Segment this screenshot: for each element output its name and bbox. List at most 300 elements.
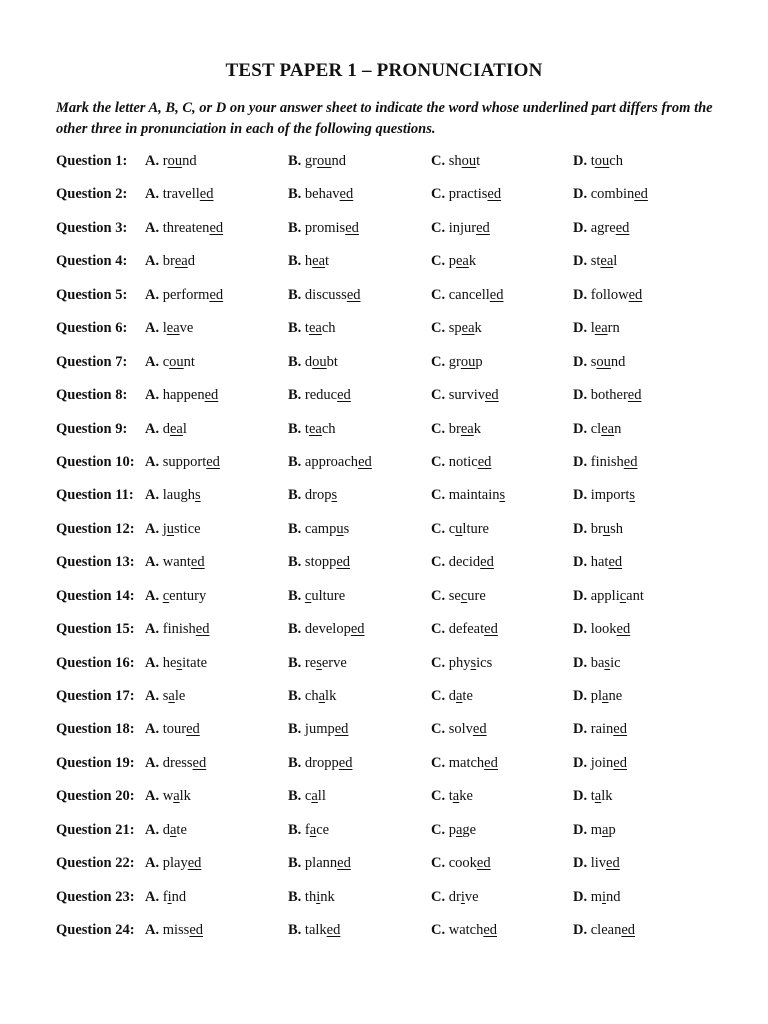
question-label: Question 17:: [56, 688, 135, 704]
question-label: Question 7:: [56, 353, 128, 370]
question-label: Question 20:: [56, 788, 135, 805]
option-c: [431, 887, 479, 907]
option-letter: D.: [573, 353, 588, 370]
word-part: lture: [462, 520, 489, 537]
underlined-part: i: [316, 888, 321, 905]
option-c: [431, 619, 498, 639]
option-letter: D.: [573, 688, 588, 704]
option-b: [288, 218, 359, 238]
option-letter: B.: [288, 621, 302, 638]
option-a: [145, 853, 201, 873]
underlined-part: ed: [192, 754, 207, 771]
underlined-part: ed: [204, 387, 219, 404]
question-row: [56, 318, 736, 351]
word-part: ulture: [311, 587, 346, 604]
question-label: Question 14:: [56, 587, 135, 604]
underlined-part: ed: [350, 621, 365, 638]
word-part: sh: [610, 520, 623, 537]
option-c: [431, 251, 476, 271]
word-part: camp: [304, 520, 337, 537]
option-letter: C.: [431, 420, 446, 437]
underlined-part: ed: [199, 186, 214, 203]
underlined-part: ea: [594, 320, 608, 337]
word-part: l: [590, 320, 595, 337]
word-part: perform: [162, 286, 210, 303]
underlined-part: ed: [484, 621, 498, 638]
underlined-part: ed: [489, 286, 504, 303]
option-letter: D.: [573, 520, 588, 537]
underlined-part: a: [318, 688, 326, 704]
word-part: p: [475, 353, 483, 370]
option-letter: D.: [573, 253, 588, 270]
word-part: c: [448, 520, 456, 537]
option-a: [145, 619, 209, 639]
underlined-part: ea: [308, 320, 322, 337]
option-letter: D.: [573, 788, 588, 805]
underlined-part: ed: [209, 219, 224, 236]
option-letter: C.: [431, 520, 446, 537]
option-letter: D.: [573, 487, 588, 504]
option-letter: C.: [431, 587, 446, 604]
option-a: [145, 653, 207, 673]
word-part: h: [304, 253, 313, 270]
word-part: stice: [174, 520, 201, 537]
underlined-part: a: [602, 821, 609, 838]
word-part: nd: [182, 153, 197, 169]
word-part: stopp: [304, 554, 337, 571]
question-row: [56, 920, 736, 953]
word-part: dropp: [304, 754, 339, 771]
option-a: [145, 887, 186, 907]
word-part: surviv: [448, 387, 485, 404]
option-letter: C.: [431, 721, 446, 738]
option-b: [288, 719, 348, 739]
question-label: Question 23:: [56, 888, 135, 905]
option-letter: A.: [145, 554, 160, 571]
word-part: cancell: [448, 286, 490, 303]
option-letter: C.: [431, 487, 446, 504]
question-row: [56, 285, 736, 318]
option-a: [145, 820, 187, 840]
underlined-part: ed: [187, 855, 202, 872]
option-b: [288, 853, 351, 873]
option-letter: C.: [431, 754, 446, 771]
word-part: le: [174, 688, 186, 704]
question-row: [56, 452, 736, 485]
underlined-part: ed: [338, 754, 353, 771]
option-letter: A.: [145, 253, 160, 270]
option-a: [145, 719, 200, 739]
word-part: plann: [304, 855, 338, 872]
option-letter: D.: [573, 554, 588, 571]
option-c: [431, 920, 497, 940]
option-b: [288, 887, 335, 907]
option-letter: B.: [288, 721, 302, 738]
question-row: [56, 820, 736, 853]
option-letter: A.: [145, 420, 160, 437]
question-row: [56, 218, 736, 251]
option-c: [431, 385, 499, 405]
word-part: ic: [610, 654, 621, 671]
word-part: m: [590, 821, 603, 838]
option-letter: A.: [145, 688, 160, 704]
underlined-part: a: [168, 688, 175, 704]
option-b: [288, 653, 347, 673]
option-letter: B.: [288, 286, 302, 303]
word-part: promis: [304, 219, 346, 236]
option-b: [288, 786, 326, 806]
option-a: [145, 452, 220, 472]
question-row: [56, 352, 736, 385]
underlined-part: ea: [601, 420, 615, 437]
option-b: [288, 686, 336, 706]
option-letter: A.: [145, 153, 160, 169]
question-label: Question 24:: [56, 922, 135, 939]
option-letter: A.: [145, 353, 160, 370]
underlined-part: ed: [615, 219, 630, 236]
word-part: ch: [321, 320, 336, 337]
option-letter: D.: [573, 922, 588, 939]
word-part: d: [187, 253, 195, 270]
word-part: n: [614, 420, 622, 437]
word-part: liv: [590, 855, 607, 872]
option-c: [431, 586, 486, 606]
option-b: [288, 485, 337, 505]
word-part: talk: [304, 922, 327, 939]
underlined-part: c: [460, 587, 468, 604]
word-part: nd: [610, 353, 626, 370]
underlined-part: a: [455, 821, 463, 838]
underlined-part: ea: [460, 420, 474, 437]
underlined-part: ea: [166, 320, 180, 337]
question-row: [56, 753, 736, 786]
option-letter: A.: [145, 754, 160, 771]
word-part: p: [608, 821, 616, 838]
option-letter: A.: [145, 821, 160, 838]
word-part: gr: [448, 353, 461, 370]
option-a: [145, 485, 201, 505]
word-part: nt: [183, 353, 195, 370]
option-b: [288, 452, 372, 472]
word-part: s: [343, 520, 350, 537]
word-part: t: [304, 420, 309, 437]
option-b: [288, 184, 353, 204]
option-d: [573, 452, 637, 472]
option-letter: B.: [288, 855, 302, 872]
question-row: [56, 853, 736, 886]
option-letter: C.: [431, 453, 446, 470]
word-part: drop: [304, 487, 332, 504]
option-letter: A.: [145, 320, 160, 337]
option-letter: B.: [288, 353, 302, 370]
option-a: [145, 552, 205, 572]
word-part: lk: [601, 788, 613, 805]
underlined-part: ou: [596, 353, 611, 370]
option-letter: B.: [288, 487, 302, 504]
underlined-part: c: [304, 587, 312, 604]
underlined-part: ed: [345, 219, 359, 236]
underlined-part: ed: [476, 855, 491, 872]
question-row: [56, 786, 736, 819]
word-part: defeat: [448, 621, 485, 638]
option-d: [573, 352, 625, 372]
word-part: d: [304, 353, 313, 370]
option-a: [145, 352, 195, 372]
option-letter: B.: [288, 688, 302, 704]
option-letter: D.: [573, 453, 588, 470]
word-part: lk: [179, 788, 191, 805]
option-c: [431, 419, 481, 439]
option-letter: C.: [431, 253, 446, 270]
question-row: [56, 385, 736, 418]
option-letter: D.: [573, 186, 588, 203]
option-letter: B.: [288, 888, 302, 905]
word-part: j: [162, 520, 167, 537]
underlined-part: ou: [594, 153, 610, 169]
underlined-part: a: [455, 688, 463, 704]
underlined-part: s: [629, 487, 636, 504]
underlined-part: a: [169, 821, 177, 838]
underlined-part: ed: [616, 621, 631, 638]
option-d: [573, 218, 629, 238]
option-d: [573, 786, 612, 806]
question-label: Question 8:: [56, 387, 128, 404]
word-part: combin: [590, 186, 635, 203]
underlined-part: ed: [186, 721, 200, 738]
word-part: br: [162, 253, 175, 270]
option-letter: D.: [573, 654, 588, 671]
option-letter: A.: [145, 654, 160, 671]
option-d: [573, 285, 642, 305]
option-c: [431, 753, 498, 773]
option-a: [145, 184, 213, 204]
option-c: [431, 218, 490, 238]
underlined-part: ed: [346, 286, 361, 303]
option-b: [288, 318, 336, 338]
word-part: se: [448, 587, 461, 604]
option-letter: C.: [431, 888, 446, 905]
option-letter: A.: [145, 888, 160, 905]
underlined-part: ed: [190, 554, 205, 571]
underlined-part: c: [162, 587, 170, 604]
option-a: [145, 920, 203, 940]
underlined-part: ed: [189, 922, 204, 939]
option-a: [145, 385, 218, 405]
word-part: m: [590, 888, 603, 905]
underlined-part: ed: [358, 453, 372, 470]
word-part: join: [590, 754, 614, 771]
option-a: [145, 586, 206, 606]
underlined-part: ea: [312, 253, 326, 270]
option-letter: A.: [145, 453, 160, 470]
underlined-part: ed: [339, 186, 354, 203]
underlined-part: a: [173, 788, 180, 805]
underlined-part: u: [602, 520, 611, 537]
word-part: maintain: [448, 487, 500, 504]
question-label: Question 15:: [56, 621, 135, 638]
question-label: Question 6:: [56, 320, 128, 337]
option-letter: B.: [288, 387, 302, 404]
underlined-part: ea: [455, 253, 469, 270]
option-letter: A.: [145, 219, 160, 236]
word-part: watch: [448, 922, 484, 939]
option-letter: A.: [145, 721, 160, 738]
question-row: [56, 586, 736, 619]
underlined-part: ea: [174, 253, 188, 270]
option-a: [145, 285, 223, 305]
question-label: Question 18:: [56, 721, 135, 738]
word-part: rain: [590, 721, 614, 738]
option-letter: B.: [288, 453, 302, 470]
option-a: [145, 318, 193, 338]
question-row: [56, 619, 736, 652]
underlined-part: ed: [608, 554, 623, 571]
option-letter: C.: [431, 654, 446, 671]
word-part: finish: [162, 621, 196, 638]
word-part: threaten: [162, 219, 210, 236]
underlined-part: ed: [336, 554, 351, 571]
option-letter: B.: [288, 186, 302, 203]
underlined-part: s: [499, 487, 506, 504]
option-letter: D.: [573, 721, 588, 738]
option-d: [573, 853, 620, 873]
word-part: lk: [325, 688, 337, 704]
word-part: p: [448, 253, 456, 270]
option-b: [288, 285, 361, 305]
option-b: [288, 352, 338, 372]
underlined-part: s: [176, 654, 183, 671]
underlined-part: ou: [167, 153, 183, 169]
page-title: TEST PAPER 1 – PRONUNCIATION: [225, 60, 543, 81]
word-part: k: [473, 420, 481, 437]
word-part: itate: [182, 654, 208, 671]
option-d: [573, 920, 635, 940]
question-row: [56, 552, 736, 585]
option-d: [573, 318, 620, 338]
underlined-part: ed: [472, 721, 487, 738]
word-part: cook: [448, 855, 477, 872]
question-label: Question 5:: [56, 286, 128, 303]
underlined-part: a: [311, 788, 318, 805]
option-c: [431, 485, 505, 505]
option-b: [288, 753, 352, 773]
underlined-part: u: [455, 520, 463, 537]
word-part: discuss: [304, 286, 347, 303]
question-label: Question 1:: [56, 153, 128, 169]
underlined-part: ed: [621, 922, 636, 939]
underlined-part: ed: [613, 754, 627, 771]
word-part: decid: [448, 554, 481, 571]
option-letter: B.: [288, 320, 302, 337]
option-d: [573, 653, 621, 673]
word-part: l: [182, 420, 187, 437]
word-part: travell: [162, 186, 200, 203]
option-letter: B.: [288, 420, 302, 437]
option-letter: B.: [288, 520, 302, 537]
underlined-part: s: [331, 487, 338, 504]
option-letter: A.: [145, 621, 160, 638]
question-label: Question 13:: [56, 554, 135, 571]
option-letter: A.: [145, 286, 160, 303]
word-part: erve: [321, 654, 347, 671]
underlined-part: ed: [613, 721, 627, 738]
word-part: match: [448, 754, 485, 771]
option-letter: D.: [573, 320, 588, 337]
word-part: import: [590, 487, 630, 504]
option-b: [288, 251, 329, 271]
option-letter: A.: [145, 387, 160, 404]
underlined-part: ed: [209, 286, 224, 303]
underlined-part: s: [604, 654, 611, 671]
option-c: [431, 552, 494, 572]
word-part: te: [176, 821, 187, 838]
word-part: f: [162, 888, 168, 905]
option-b: [288, 519, 349, 539]
word-part: appli: [590, 587, 620, 604]
underlined-part: ed: [480, 554, 494, 571]
option-a: [145, 218, 223, 238]
underlined-part: a: [602, 688, 609, 704]
word-part: t: [590, 153, 595, 169]
underlined-part: ou: [461, 153, 477, 169]
underlined-part: i: [167, 888, 172, 905]
word-part: te: [462, 688, 473, 704]
word-part: ant: [626, 587, 644, 604]
option-c: [431, 853, 491, 873]
question-label: Question 2:: [56, 186, 128, 203]
option-b: [288, 385, 351, 405]
word-part: br: [448, 420, 461, 437]
word-part: bt: [326, 353, 338, 370]
underlined-part: a: [594, 788, 602, 805]
word-part: nd: [331, 153, 347, 169]
underlined-part: ea: [169, 420, 183, 437]
word-part: ll: [317, 788, 326, 805]
underlined-part: ed: [337, 855, 351, 872]
word-part: happen: [162, 387, 205, 404]
option-d: [573, 686, 622, 706]
underlined-part: u: [336, 520, 344, 537]
instructions-text: Mark the letter A, B, C, or D on your answer sheet to indicate the word whose underlined part differs from the other three in pronunciation in each of the following questions.: [56, 100, 713, 137]
option-letter: C.: [431, 320, 446, 337]
option-letter: C.: [431, 788, 446, 805]
question-label: Question 16:: [56, 654, 135, 671]
underlined-part: ou: [317, 153, 332, 169]
underlined-part: ed: [195, 621, 210, 638]
option-d: [573, 552, 622, 572]
option-c: [431, 184, 501, 204]
underlined-part: ed: [483, 922, 498, 939]
underlined-part: s: [194, 487, 201, 504]
option-d: [573, 820, 616, 840]
option-d: [573, 419, 621, 439]
word-part: r: [162, 153, 168, 169]
word-part: behav: [304, 186, 340, 203]
word-part: c: [162, 353, 170, 370]
word-part: p: [448, 821, 456, 838]
underlined-part: ed: [206, 453, 220, 470]
word-part: practis: [448, 186, 488, 203]
underlined-part: ed: [477, 453, 492, 470]
question-row: [56, 184, 736, 217]
word-part: hat: [590, 554, 609, 571]
underlined-part: ou: [169, 353, 184, 370]
underlined-part: ed: [326, 922, 341, 939]
option-a: [145, 251, 195, 271]
option-letter: B.: [288, 219, 302, 236]
underlined-part: ed: [484, 387, 499, 404]
word-part: t: [448, 788, 453, 805]
